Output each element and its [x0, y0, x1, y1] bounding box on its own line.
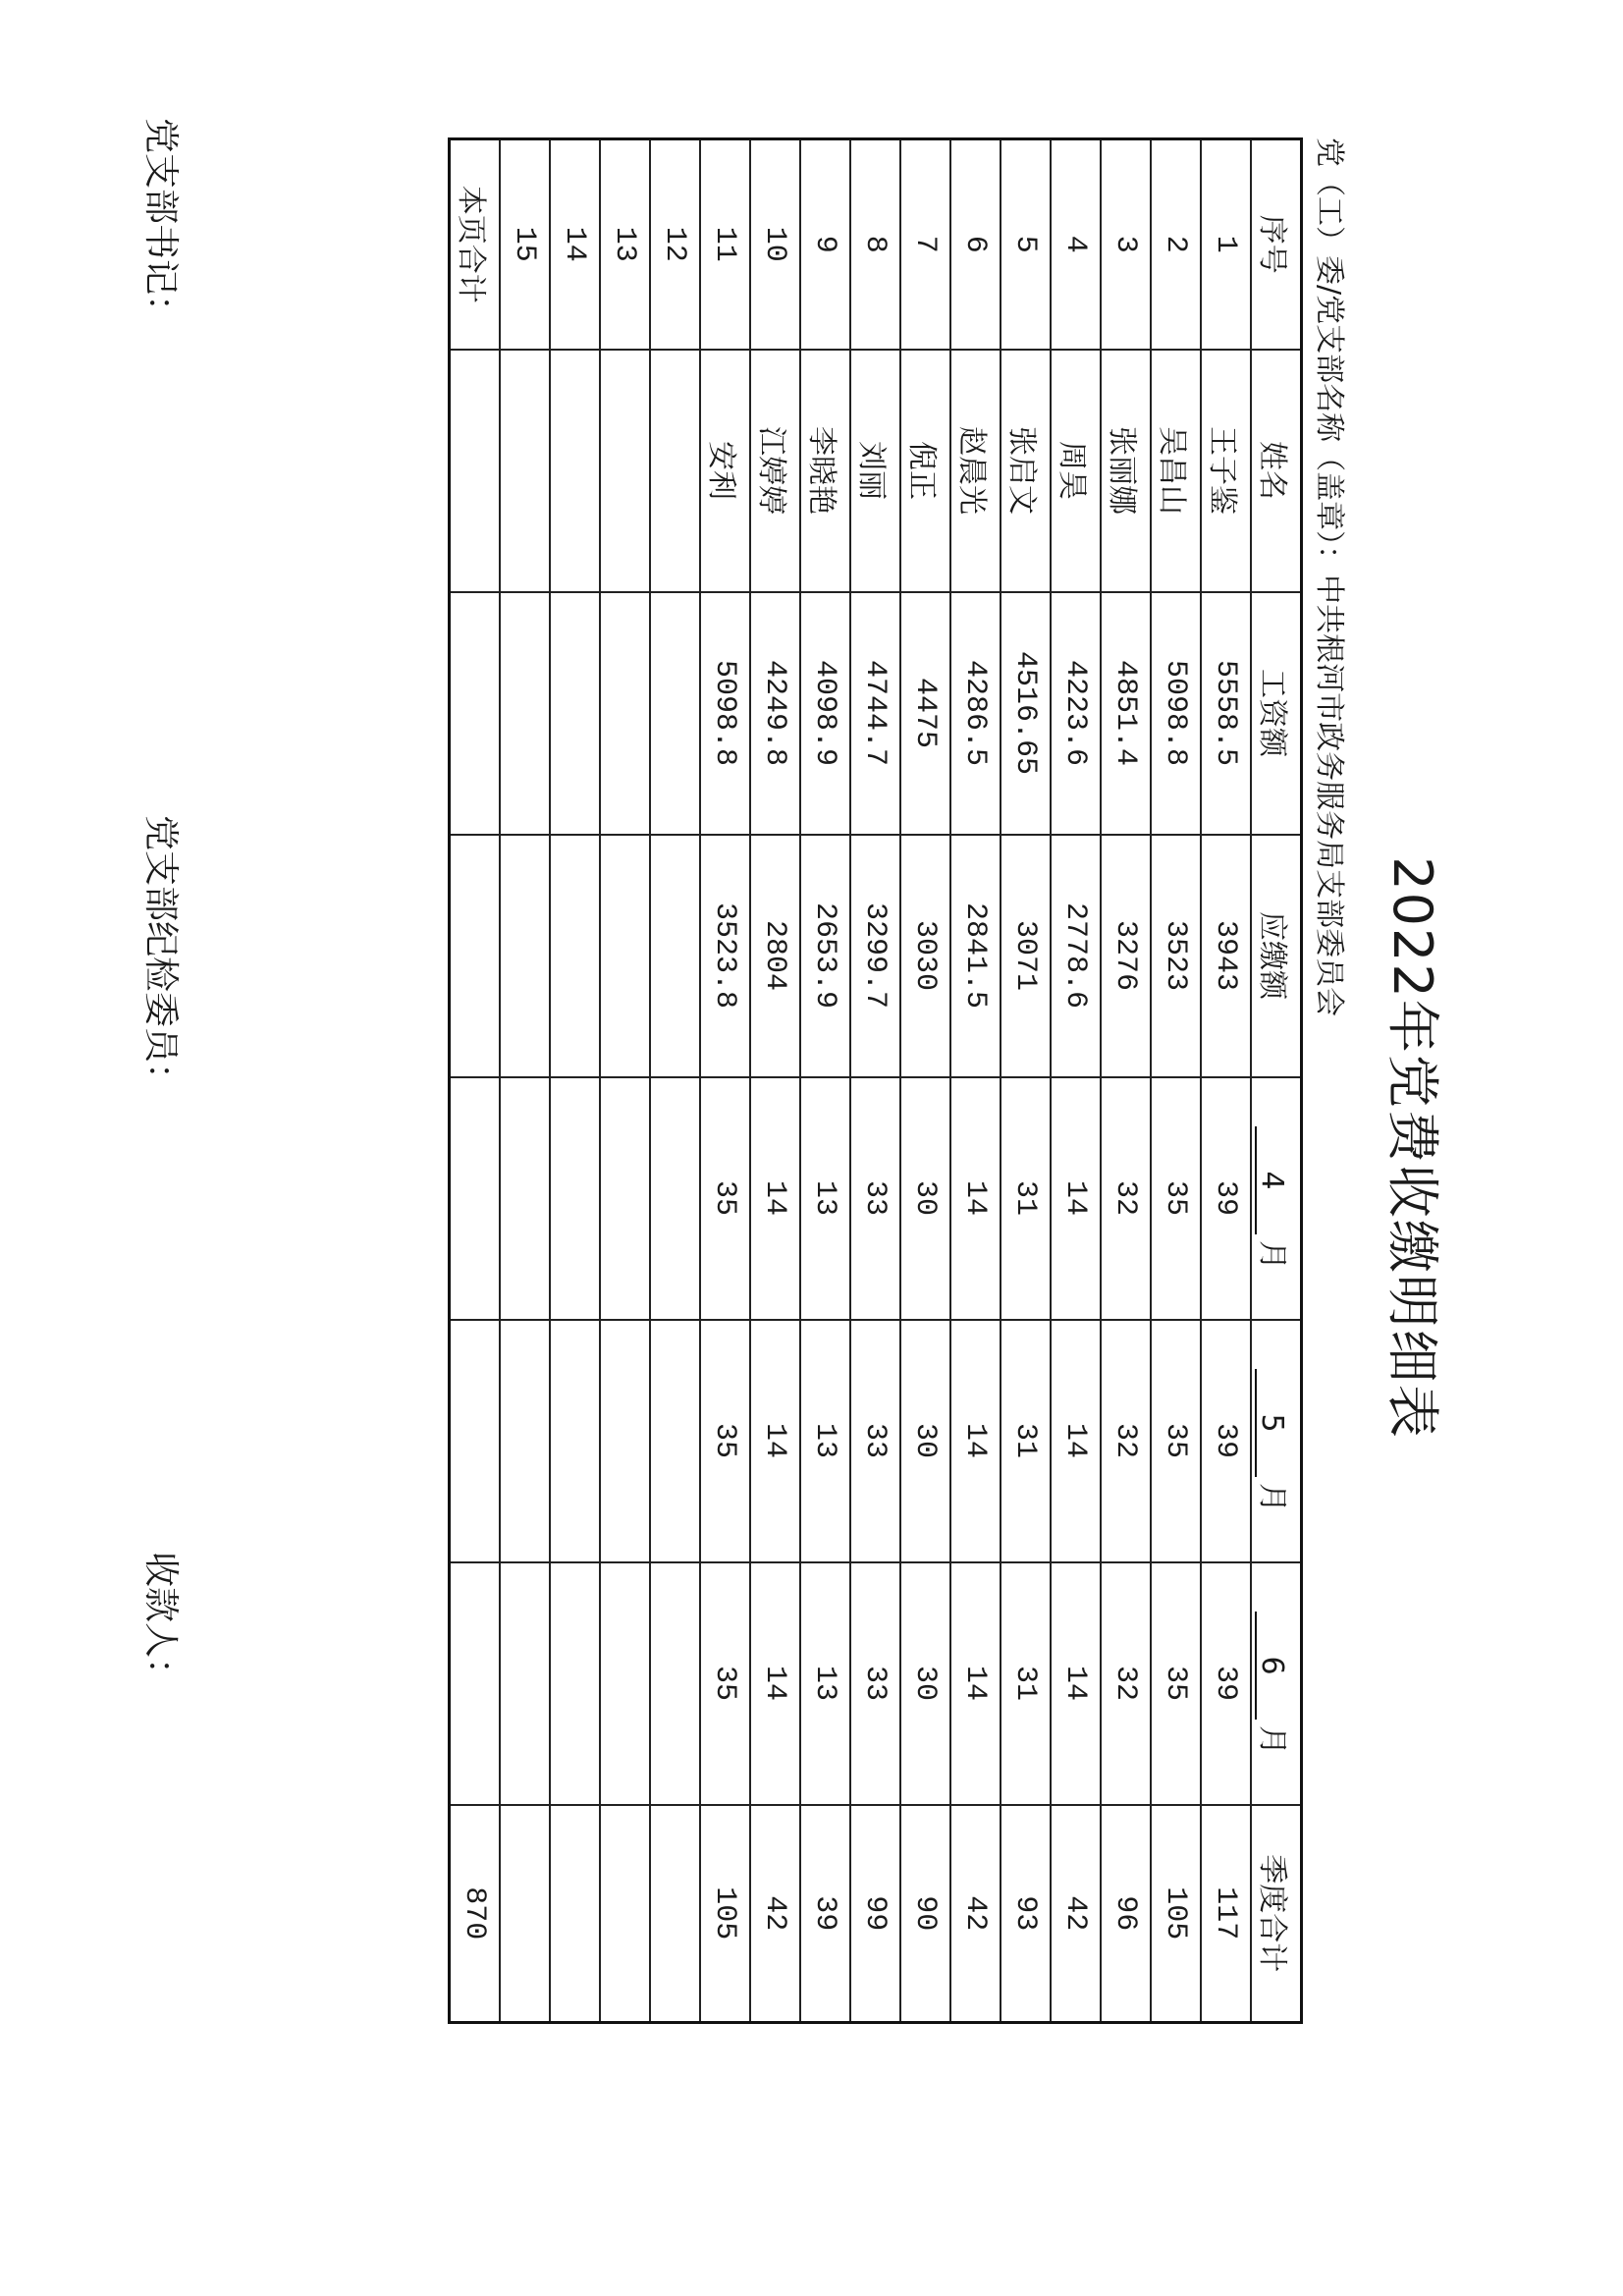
- table-row: [1101, 139, 1151, 2023]
- row-quarter-total: 99: [850, 1805, 900, 2023]
- unit-line: [1309, 137, 1348, 1016]
- row-due: 2653.9: [800, 835, 850, 1077]
- row-month-4: [600, 1077, 650, 1320]
- row-month-6: 35: [700, 1562, 750, 1805]
- row-due: [600, 835, 650, 1077]
- row-due: 2841.5: [950, 835, 1001, 1077]
- row-quarter-total: 105: [1151, 1805, 1201, 2023]
- page-total-row: [450, 139, 501, 2023]
- row-month-4: 30: [900, 1077, 950, 1320]
- row-quarter-total: 96: [1101, 1805, 1151, 2023]
- row-due: 3071: [1001, 835, 1051, 1077]
- row-salary: [600, 592, 650, 835]
- row-seq: 15: [500, 139, 550, 350]
- table-row: [850, 139, 900, 2023]
- row-month-6: [500, 1562, 550, 1805]
- row-month-5: [500, 1320, 550, 1562]
- row-quarter-total: [500, 1805, 550, 2023]
- row-name: 江婷婷: [750, 350, 800, 592]
- row-month-6: 35: [1151, 1562, 1201, 1805]
- row-month-6: 39: [1201, 1562, 1251, 1805]
- page-total-empty-cell: [450, 1077, 501, 1320]
- row-due: [500, 835, 550, 1077]
- row-name: [600, 350, 650, 592]
- row-month-6: 14: [750, 1562, 800, 1805]
- header-seq: 序号: [1251, 139, 1302, 350]
- row-month-4: 33: [850, 1077, 900, 1320]
- row-month-5: 35: [700, 1320, 750, 1562]
- row-due: 3030: [900, 835, 950, 1077]
- row-seq: 3: [1101, 139, 1151, 350]
- row-month-5: 32: [1101, 1320, 1151, 1562]
- row-quarter-total: 42: [1051, 1805, 1101, 2023]
- row-name: 刘丽: [850, 350, 900, 592]
- row-month-4: 35: [700, 1077, 750, 1320]
- row-salary: 4286.5: [950, 592, 1001, 835]
- table-row: [1201, 139, 1251, 2023]
- row-salary: 4223.6: [1051, 592, 1101, 835]
- row-month-5: 31: [1001, 1320, 1051, 1562]
- row-month-4: [550, 1077, 600, 1320]
- row-due: 3276: [1101, 835, 1151, 1077]
- row-month-6: 14: [950, 1562, 1001, 1805]
- row-quarter-total: 42: [950, 1805, 1001, 2023]
- receiver-signature: 收款人：: [140, 1552, 181, 1694]
- row-month-4: 14: [750, 1077, 800, 1320]
- row-salary: 5098.8: [1151, 592, 1201, 835]
- row-quarter-total: 90: [900, 1805, 950, 2023]
- row-due: 2804: [750, 835, 800, 1077]
- unit-label: 党（工）委/党支部名称（盖章）：: [1312, 137, 1346, 575]
- table-row: [950, 139, 1001, 2023]
- header-quarter-total: 季度合计: [1251, 1805, 1302, 2023]
- table-row: [750, 139, 800, 2023]
- row-seq: 11: [700, 139, 750, 350]
- header-due: 应缴额: [1251, 835, 1302, 1077]
- page-total-label: 本页合计: [450, 139, 501, 350]
- row-due: 3523.8: [700, 835, 750, 1077]
- page-total-value: 870: [450, 1805, 501, 2023]
- row-month-4: 14: [1051, 1077, 1101, 1320]
- row-salary: 4098.9: [800, 592, 850, 835]
- row-month-5: [600, 1320, 650, 1562]
- row-month-6: 33: [850, 1562, 900, 1805]
- table-row: [500, 139, 550, 2023]
- table-row: [1151, 139, 1201, 2023]
- table-row: [1001, 139, 1051, 2023]
- row-month-4: 32: [1101, 1077, 1151, 1320]
- row-salary: 4516.65: [1001, 592, 1051, 835]
- table-body: [500, 139, 1251, 2023]
- row-name: 安利: [700, 350, 750, 592]
- row-month-6: 32: [1101, 1562, 1151, 1805]
- row-seq: 8: [850, 139, 900, 350]
- row-month-4: 13: [800, 1077, 850, 1320]
- row-salary: [550, 592, 600, 835]
- month-6-number: 6: [1256, 1612, 1287, 1720]
- row-quarter-total: [650, 1805, 700, 2023]
- row-month-4: [500, 1077, 550, 1320]
- row-quarter-total: 42: [750, 1805, 800, 2023]
- row-month-5: 35: [1151, 1320, 1201, 1562]
- row-month-6: [650, 1562, 700, 1805]
- row-name: 吴昌山: [1151, 350, 1201, 592]
- row-seq: 7: [900, 139, 950, 350]
- secretary-signature: 党支部书记：: [140, 118, 181, 331]
- unit-name: 中共根河市政务服务局支部委员会: [1312, 574, 1346, 1017]
- row-seq: 1: [1201, 139, 1251, 350]
- row-seq: 2: [1151, 139, 1201, 350]
- row-month-6: [600, 1562, 650, 1805]
- row-name: 赵晨光: [950, 350, 1001, 592]
- month-6-unit: 月: [1255, 1725, 1290, 1755]
- row-month-4: [650, 1077, 700, 1320]
- header-month-5: [1251, 1320, 1302, 1562]
- table-row: [700, 139, 750, 2023]
- row-salary: 4249.8: [750, 592, 800, 835]
- row-seq: 9: [800, 139, 850, 350]
- row-salary: 4851.4: [1101, 592, 1151, 835]
- table-row: [800, 139, 850, 2023]
- row-month-5: [650, 1320, 700, 1562]
- row-month-5: 14: [750, 1320, 800, 1562]
- row-seq: 10: [750, 139, 800, 350]
- row-month-4: 39: [1201, 1077, 1251, 1320]
- row-month-4: 14: [950, 1077, 1001, 1320]
- page-title: 2022年党费收缴明细表: [1381, 856, 1443, 1440]
- inspector-signature: 党支部纪检委员：: [140, 815, 181, 1099]
- row-salary: 4744.7: [850, 592, 900, 835]
- row-quarter-total: [600, 1805, 650, 2023]
- row-salary: [650, 592, 700, 835]
- row-month-5: 14: [1051, 1320, 1101, 1562]
- header-month-4: [1251, 1077, 1302, 1320]
- row-salary: 4475: [900, 592, 950, 835]
- table-row: [900, 139, 950, 2023]
- header-row: [1251, 139, 1302, 2023]
- month-4-unit: 月: [1255, 1240, 1290, 1270]
- row-month-4: 35: [1151, 1077, 1201, 1320]
- row-name: [550, 350, 600, 592]
- row-quarter-total: [550, 1805, 600, 2023]
- row-name: 李晓艳: [800, 350, 850, 592]
- row-seq: 5: [1001, 139, 1051, 350]
- row-name: [650, 350, 700, 592]
- dues-table: [448, 137, 1303, 2024]
- row-month-6: 13: [800, 1562, 850, 1805]
- page-total-empty-cell: [450, 1320, 501, 1562]
- row-quarter-total: 93: [1001, 1805, 1051, 2023]
- table-row: [650, 139, 700, 2023]
- row-month-6: 14: [1051, 1562, 1101, 1805]
- row-name: 王子鉴: [1201, 350, 1251, 592]
- table-row: [1051, 139, 1101, 2023]
- row-seq: 6: [950, 139, 1001, 350]
- table-row: [600, 139, 650, 2023]
- row-month-5: 13: [800, 1320, 850, 1562]
- row-salary: [500, 592, 550, 835]
- row-month-6: 30: [900, 1562, 950, 1805]
- row-month-6: 31: [1001, 1562, 1051, 1805]
- row-due: [650, 835, 700, 1077]
- row-month-5: 39: [1201, 1320, 1251, 1562]
- month-4-number: 4: [1256, 1126, 1287, 1234]
- page-total-empty-cell: [450, 350, 501, 592]
- row-name: 张启文: [1001, 350, 1051, 592]
- row-month-5: 33: [850, 1320, 900, 1562]
- header-salary: 工资额: [1251, 592, 1302, 835]
- row-seq: 12: [650, 139, 700, 350]
- header-name: 姓名: [1251, 350, 1302, 592]
- row-quarter-total: 105: [700, 1805, 750, 2023]
- row-seq: 14: [550, 139, 600, 350]
- row-month-5: 14: [950, 1320, 1001, 1562]
- page-total-empty-cell: [450, 592, 501, 835]
- row-name: 周昊: [1051, 350, 1101, 592]
- row-month-6: [550, 1562, 600, 1805]
- row-month-5: [550, 1320, 600, 1562]
- month-5-number: 5: [1256, 1369, 1287, 1477]
- row-salary: 5098.8: [700, 592, 750, 835]
- row-due: 2778.6: [1051, 835, 1101, 1077]
- row-due: [550, 835, 600, 1077]
- row-quarter-total: 39: [800, 1805, 850, 2023]
- page-total-empty-cell: [450, 1562, 501, 1805]
- row-seq: 13: [600, 139, 650, 350]
- row-due: 3299.7: [850, 835, 900, 1077]
- header-month-6: [1251, 1562, 1302, 1805]
- table-row: [550, 139, 600, 2023]
- month-5-unit: 月: [1255, 1483, 1290, 1512]
- row-name: [500, 350, 550, 592]
- page-total-empty-cell: [450, 835, 501, 1077]
- row-quarter-total: 117: [1201, 1805, 1251, 2023]
- row-month-5: 30: [900, 1320, 950, 1562]
- row-name: 张丽娜: [1101, 350, 1151, 592]
- row-due: 3523: [1151, 835, 1201, 1077]
- row-due: 3943: [1201, 835, 1251, 1077]
- row-month-4: 31: [1001, 1077, 1051, 1320]
- row-salary: 5558.5: [1201, 592, 1251, 835]
- row-seq: 4: [1051, 139, 1101, 350]
- row-name: 倪正: [900, 350, 950, 592]
